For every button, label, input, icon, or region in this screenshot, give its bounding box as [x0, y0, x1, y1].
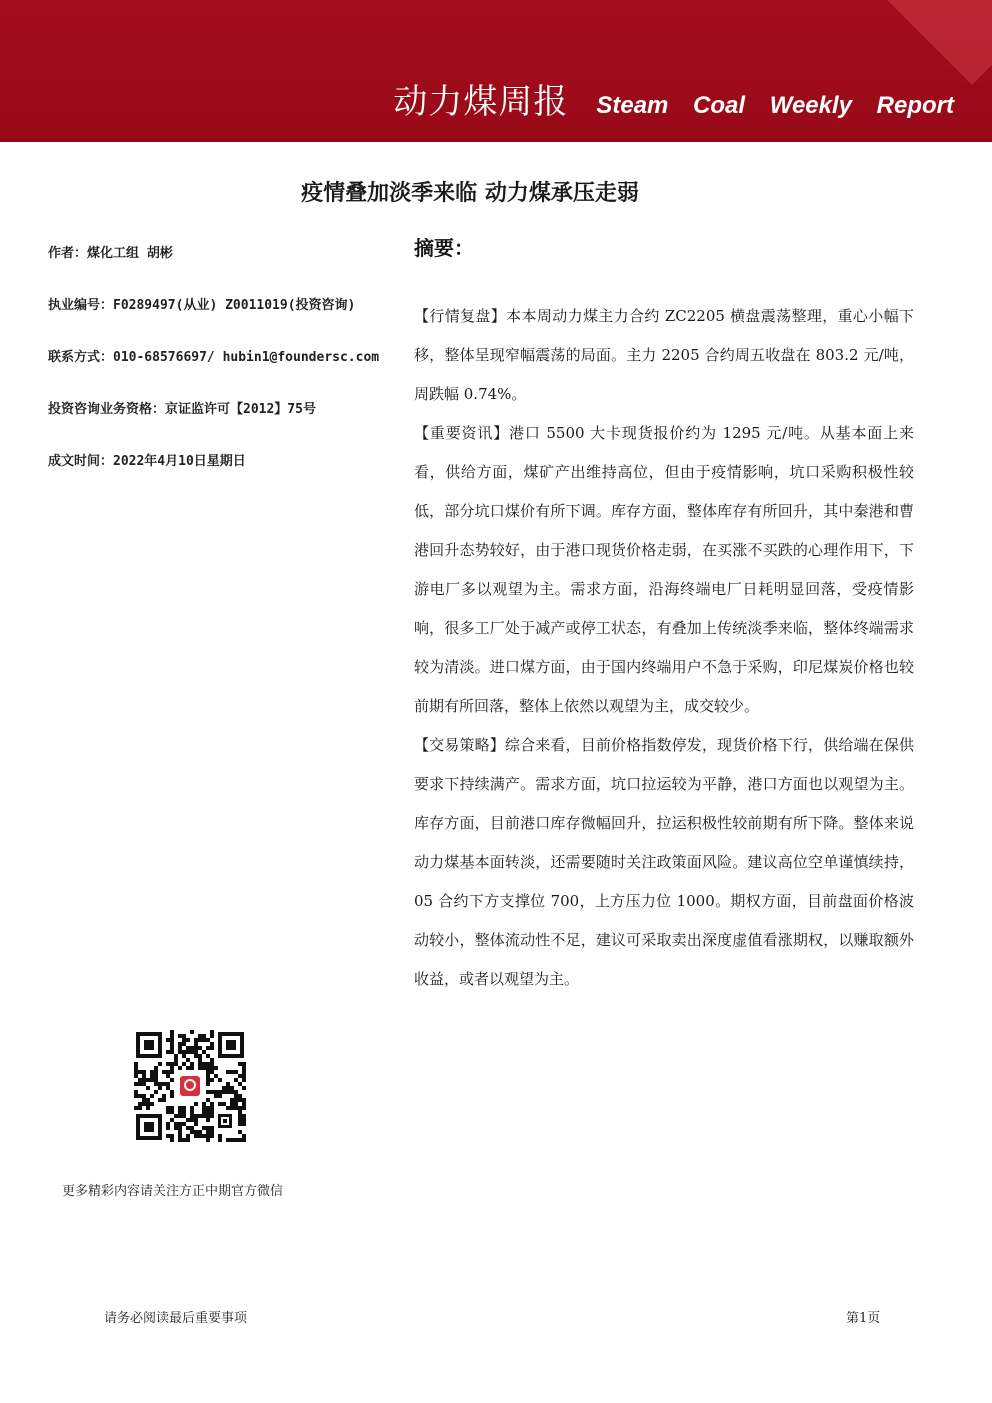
meta-qualification: 投资咨询业务资格：京证监许可【2012】75号 [48, 402, 316, 417]
header-title-cn: 动力煤周报 [393, 82, 569, 122]
paragraph-text: 港口 5500 大卡现货报价约为 1295 元/吨。从基本面上来看，供给方面，煤矿产出维持高位，但由于疫情影响，坑口采购积极性较低，部分坑口煤价有所下调。库存方面，整体库存有所回升，其中秦港和曹港回升态势较好，由于港口现货价格走弱，在买涨不买跌的心理作用下，下游电厂多以观望为主。需求方面，沿海终端电厂日耗明显回落，受疫情影响，很多工厂处于减产或停工状态，有叠加上传统淡季来临，整体终端需求较为清淡。进口煤方面，由于国内终端用户不急于采购，印尼煤炭价格也较前期有所回落，整体上依然以观望为主，成交较少。 [414, 424, 914, 715]
header-fold-decoration [887, 0, 992, 85]
header-band [0, 0, 992, 142]
paragraph-tag: 【重要资讯】 [414, 424, 510, 442]
page-number: 第1页 [846, 1311, 881, 1326]
report-title: 疫情叠加淡季来临 动力煤承压走弱 [301, 181, 639, 206]
paragraph-text: 综合来看，目前价格指数停发，现货价格下行，供给端在保供要求下持续满产。需求方面，坑口拉运较为平静，港口方面也以观望为主。库存方面，目前港口库存微幅回升，拉运积极性较前期有所下降。整体来说动力煤基本面转淡，还需要随时关注政策面风险。建议高位空单谨慎续持，05 合约下方支撑位 700，上方压力位 1000。期权方面，目前盘面价格波动较小，整体流动性不足，建议可采取卖出深度虚值看涨期权，以赚取额外收益，或者以观望为主。 [414, 736, 914, 988]
qr-code-graphic [134, 1030, 246, 1142]
paragraph-tag: 【行情复盘】 [414, 307, 507, 325]
meta-contact: 联系方式：010-68576697/ hubin1@foundersc.com [48, 350, 380, 365]
meta-license: 执业编号：F0289497(从业) Z0011019(投资咨询) [48, 298, 356, 313]
summary-section [414, 232, 914, 999]
footer-notice: 请务必阅读最后重要事项 [104, 1311, 248, 1326]
summary-paragraph-strategy [414, 726, 914, 999]
meta-date: 成文时间：2022年4月10日星期日 [48, 454, 246, 469]
paragraph-tag: 【交易策略】 [414, 736, 505, 754]
summary-paragraph-news [414, 414, 914, 726]
qr-code-icon [134, 1030, 246, 1142]
header-title [393, 74, 954, 123]
paragraph-text: 本本周动力煤主力合约 ZC2205 横盘震荡整理，重心小幅下移，整体呈现窄幅震荡的局面。主力 2205 合约周五收盘在 803.2 元/吨，周跌幅 0.74%。 [414, 307, 914, 403]
qr-caption: 更多精彩内容请关注方正中期官方微信 [62, 1184, 284, 1199]
meta-author: 作者：煤化工组 胡彬 [48, 246, 173, 261]
author-meta [48, 244, 398, 504]
header-title-en: Steam Coal Weekly Report [596, 92, 954, 119]
summary-heading: 摘要： [414, 236, 474, 260]
summary-paragraph-market [414, 297, 914, 414]
